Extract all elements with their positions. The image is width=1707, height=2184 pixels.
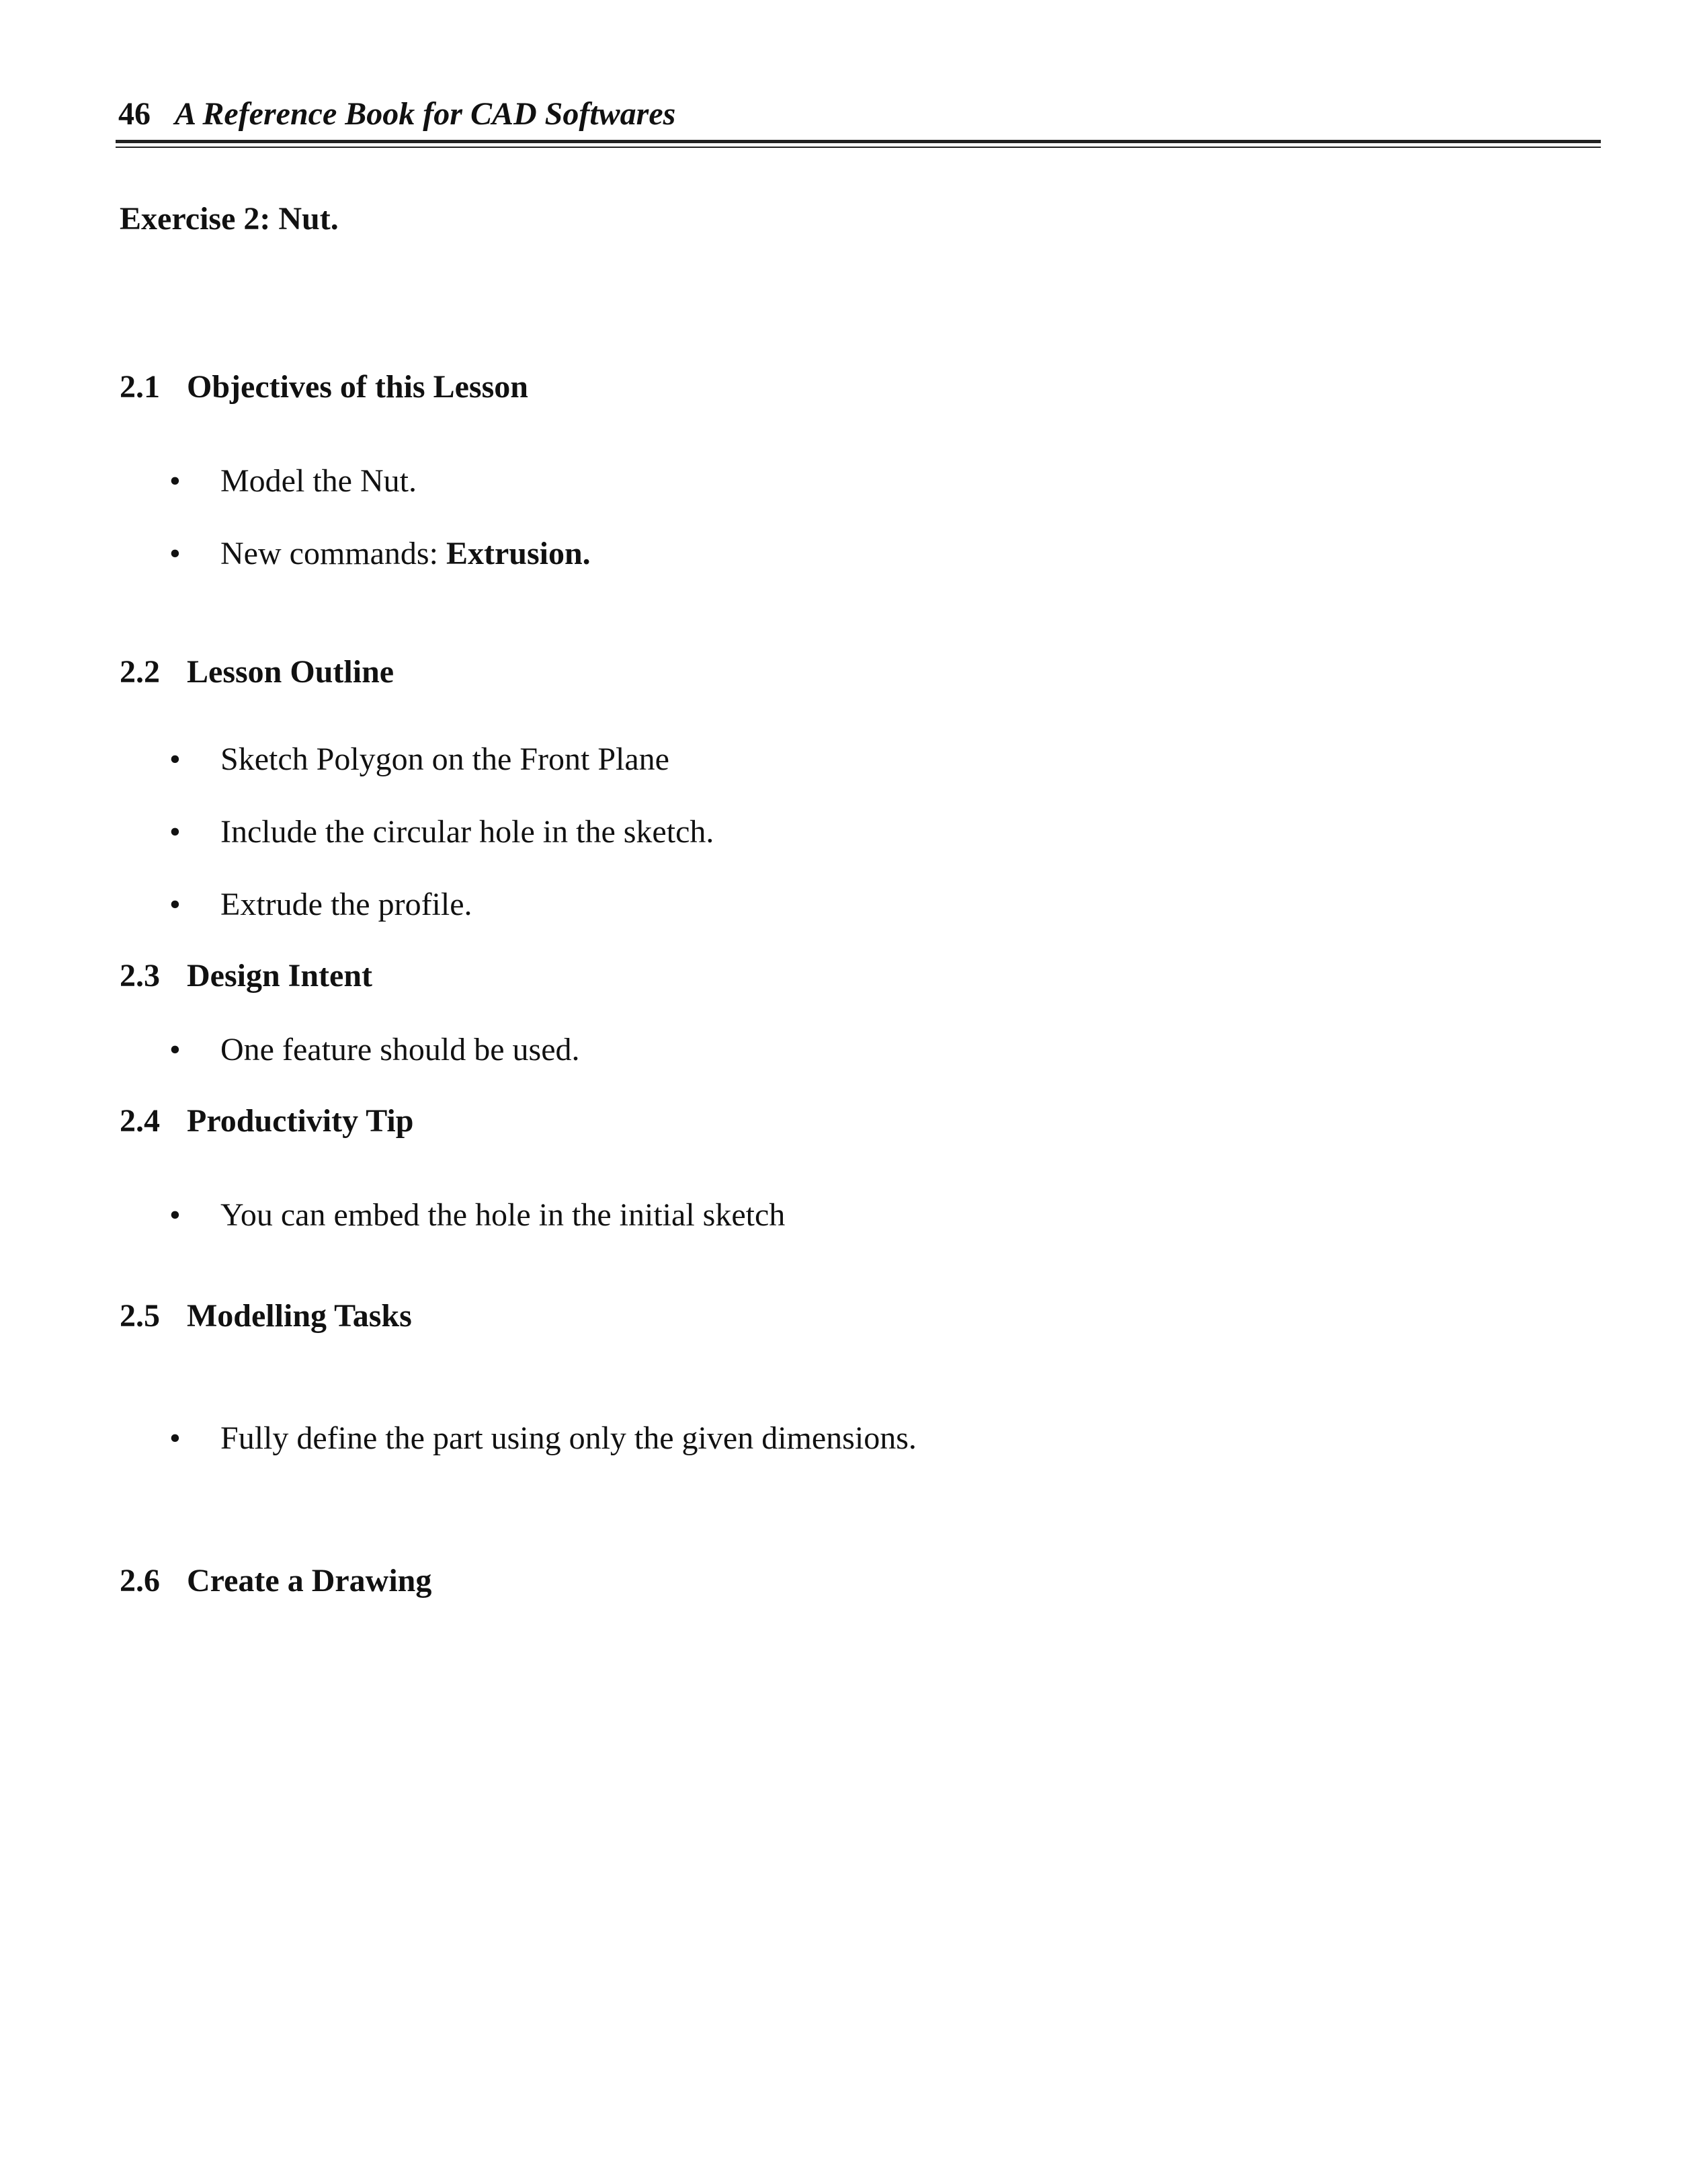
section-number: 2.3 (120, 958, 160, 994)
bullet-text-with-bold (220, 538, 591, 570)
section-heading-modelling-tasks (120, 1300, 412, 1332)
bullet-icon: • (169, 1420, 181, 1456)
section-title: Design Intent (187, 958, 373, 994)
command-name: Extrusion. (446, 536, 591, 571)
section-number: 2.6 (120, 1563, 160, 1599)
section-title: Modelling Tasks (187, 1298, 412, 1334)
section-title: Objectives of this Lesson (187, 369, 528, 405)
bullet-icon: • (169, 1032, 181, 1067)
section-number: 2.1 (120, 369, 160, 405)
section-number: 2.2 (120, 654, 160, 690)
section-title: Productivity Tip (187, 1103, 414, 1139)
bullet-icon: • (169, 887, 181, 922)
bullet-text: Sketch Polygon on the Front Plane (220, 741, 669, 777)
bullet-text: New commands: (220, 536, 446, 571)
section-number: 2.4 (120, 1103, 160, 1139)
bullet-icon: • (169, 463, 181, 499)
section-title: Create a Drawing (187, 1563, 432, 1599)
bullet-icon: • (169, 536, 181, 571)
section-number: 2.5 (120, 1298, 160, 1334)
exercise-title: Exercise 2: Nut. (120, 201, 339, 237)
page-number: 46 (118, 96, 151, 132)
section-heading-objectives (120, 371, 528, 403)
section-heading-lesson-outline (120, 656, 394, 688)
bullet-text: You can embed the hole in the initial sketch (220, 1197, 786, 1233)
header-rule-thick (116, 140, 1601, 143)
section-title: Lesson Outline (187, 654, 394, 690)
bullet-text: Include the circular hole in the sketch. (220, 814, 714, 850)
bullet-text: Extrude the profile. (220, 887, 472, 922)
bullet-icon: • (169, 814, 181, 850)
section-heading-create-drawing (120, 1565, 431, 1597)
book-title: A Reference Book for CAD Softwares (175, 96, 676, 132)
header-rule-thin (116, 147, 1601, 148)
bullet-icon: • (169, 741, 181, 777)
section-heading-design-intent (120, 960, 372, 992)
bullet-text: One feature should be used. (220, 1032, 580, 1067)
section-heading-productivity-tip (120, 1105, 413, 1137)
bullet-icon: • (169, 1197, 181, 1233)
bullet-text: Fully define the part using only the given dimensions. (220, 1420, 917, 1456)
running-header (118, 98, 675, 130)
bullet-text: Model the Nut. (220, 463, 417, 499)
